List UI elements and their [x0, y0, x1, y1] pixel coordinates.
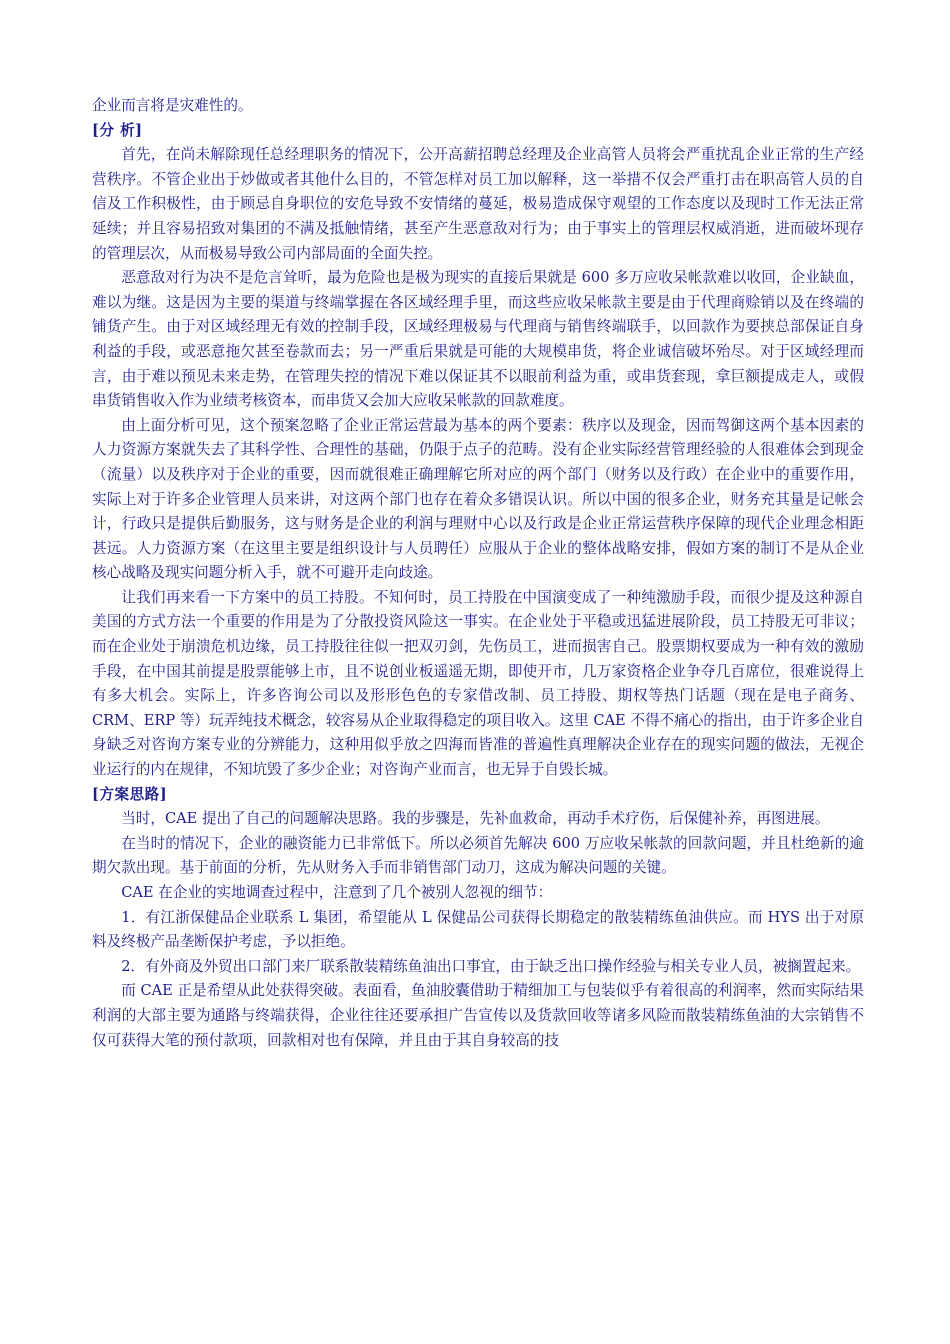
list-item-2: 2．有外商及外贸出口部门来厂联系散装精练鱼油出口事宜，由于缺乏出口操作经验与相关专业人员，被搁置起来。	[121, 957, 861, 975]
paragraph-plan-2: 在当时的情况下，企业的融资能力已非常低下。所以必须首先解决 600 万应收呆帐款的回款问题，并且杜绝新的逾期欠款出现。基于前面的分析，先从财务入手而非销售部门动刀，这成为解决问题的关键。	[92, 834, 864, 877]
paragraph-plan-4: 而 CAE 正是希望从此处获得突破。表面看，鱼油胶囊借助于精细加工与包装似乎有着很高的利润率，然而实际结果利润的大部主要为通路与终端获得，企业往往还要承担广告宣传以及货款回收等诸多风险而散装精练鱼油的大宗销售不仅可获得大笔的预付款项，回款相对也有保障，并且由于其自身较高的技	[92, 982, 864, 1049]
paragraph-analysis-1: 首先，在尚未解除现任总经理职务的情况下，公开高薪招聘总经理及企业高管人员将会严重扰乱企业正常的生产经营秩序。不管企业出于炒做或者其他什么目的，不管怎样对员工加以解释，这一举措不仅会严重打击在职高管人员的自信及工作积极性，由于顾忌自身职位的安危导致不安情绪的蔓延，极易造成保守观望的工作态度以及现时工作无法正常延续；并且容易招致对集团的不满及抵触情绪，甚至产生恶意敌对行为；由于事实上的管理层权威消逝，进而破坏现存的管理层次，从而极易导致公司内部局面的全面失控。	[92, 146, 864, 262]
section-heading-analysis: [分 析]	[92, 121, 143, 139]
list-item-1: 1．有江浙保健品企业联系 L 集团，希望能从 L 保健品公司获得长期稳定的散装精练鱼油供应。而 HYS 出于对原料及终极产品垄断保护考虑，予以拒绝。	[92, 908, 864, 951]
paragraph-plan-1: 当时，CAE 提出了自己的问题解决思路。我的步骤是，先补血救命，再动手术疗伤，后保健补养，再图进展。	[121, 810, 830, 828]
continuation-text: 企业而言将是灾难性的。	[92, 97, 253, 114]
paragraph-analysis-2: 恶意敌对行为决不是危言耸听，最为危险也是极为现实的直接后果就是 600 多万应收呆帐款难以收回，企业缺血，难以为继。这是因为主要的渠道与终端掌握在各区域经理手里，而这些应收呆帐款主要是由于代理商赊销以及在终端的铺货产生。由于对区域经理无有效的控制手段，区域经理极易与代理商与销售终端联手，以回款作为要挟总部保证自身利益的手段，或恶意拖欠甚至卷款而去；另一严重后果就是可能的大规模串货，将企业诚信破坏殆尽。对于区域经理而言，由于难以预见未来走势，在管理失控的情况下难以保证其不以眼前利益为重，或串货套现，拿巨额提成走人，或假串货销售收入作为业绩考核资本，而串货又会加大应收呆帐款的回款难度。	[92, 269, 864, 410]
document-page	[92, 94, 864, 1053]
paragraph-analysis-3: 由上面分析可见，这个预案忽略了企业正常运营最为基本的两个要素：秩序以及现金，因而驾御这两个基本因素的人力资源方案就失去了其科学性、合理性的基础，仍限于点子的范畴。没有企业实际经营管理经验的人很难体会到现金（流量）以及秩序对于企业的重要，因而就很难正确理解它所对应的两个部门（财务以及行政）在企业中的重要作用，实际上对于许多企业管理人员来讲，对这两个部门也存在着众多错误认识。所以中国的很多企业，财务充其量是记帐会计，行政只是提供后勤服务，这与财务是企业的利润与理财中心以及行政是企业正常运营秩序保障的现代企业理念相距甚远。人力资源方案（在这里主要是组织设计与人员聘任）应服从于企业的整体战略安排，假如方案的制订不是从企业核心战略及现实问题分析入手，就不可避开走向歧途。	[92, 416, 864, 582]
section-heading-plan: [方案思路]	[92, 785, 168, 803]
paragraph-plan-3: CAE 在企业的实地调查过程中，注意到了几个被别人忽视的细节：	[121, 884, 553, 901]
paragraph-analysis-4: 让我们再来看一下方案中的员工持股。不知何时，员工持股在中国演变成了一种纯激励手段，而很少提及这种源自美国的方式方法一个重要的作用是为了分散投资风险这一事实。在企业处于平稳或迅猛进展阶段，员工持股无可非议；而在企业处于崩溃危机边缘，员工持股往往似一把双刃剑，先伤员工，进而损害自己。股票期权要成为一种有效的激励手段，在中国其前提是股票能够上市，且不说创业板遥遥无期，即使开市，几万家资格企业争夺几百席位，很难说得上有多大机会。实际上，许多咨询公司以及形形色色的专家借改制、员工持股、期权等热门话题（现在是电子商务、CRM、ERP 等）玩弄纯技术概念，较容易从企业取得稳定的项目收入。这里 CAE 不得不痛心的指出，由于许多企业自身缺乏对咨询方案专业的分辨能力，这种用似乎放之四海而皆准的普遍性真理解决企业存在的现实问题的做法，无视企业运行的内在规律，不知坑毁了多少企业；对咨询产业而言，也无异于自毁长城。	[92, 588, 864, 779]
